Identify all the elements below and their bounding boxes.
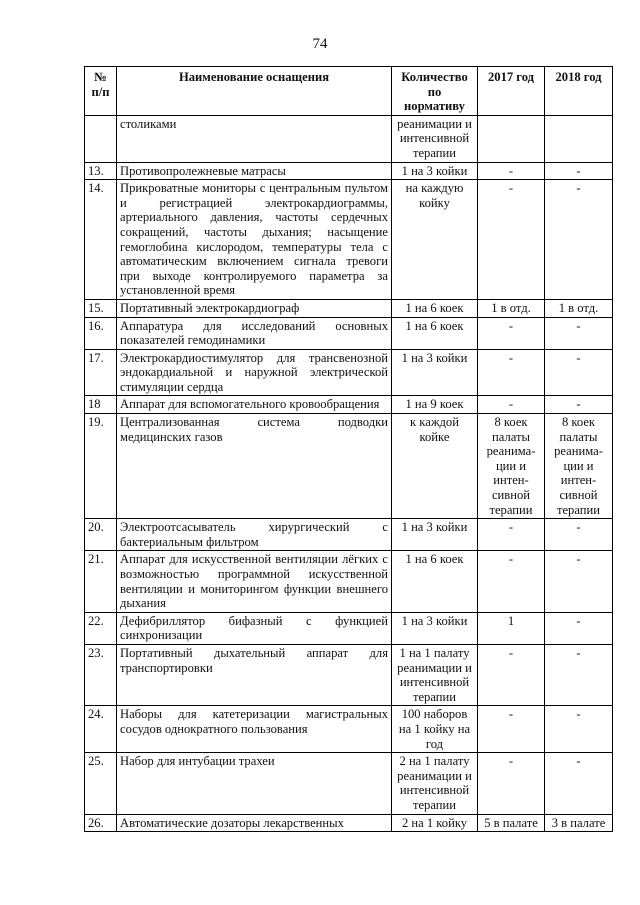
- row-2017: 1 в отд.: [478, 299, 545, 317]
- table-row: [85, 317, 613, 349]
- row-2017: -: [478, 706, 545, 753]
- row-number: 16.: [85, 317, 117, 349]
- row-2018: 3 в палате: [545, 814, 613, 832]
- row-name: столиками: [117, 115, 392, 162]
- row-name: Набор для интубации трахеи: [117, 753, 392, 814]
- row-2018: -: [545, 644, 613, 705]
- row-2018: -: [545, 162, 613, 180]
- table-row: [85, 349, 613, 396]
- row-name: Автоматические дозаторы лекарственных: [117, 814, 392, 832]
- table-row: [85, 180, 613, 300]
- row-2017: -: [478, 317, 545, 349]
- row-number: 24.: [85, 706, 117, 753]
- row-count: реанимации и интенсивной терапии: [392, 115, 478, 162]
- row-2018: 8 коек палаты реанима-ции и интен-сивной терапии: [545, 414, 613, 519]
- row-2018: -: [545, 396, 613, 414]
- row-count: 1 на 3 койки: [392, 349, 478, 396]
- row-2018: -: [545, 612, 613, 644]
- row-number: [85, 115, 117, 162]
- row-name: Централизованная система подводки медицинских газов: [117, 414, 392, 519]
- row-2017: 8 коек палаты реанима-ции и интен-сивной терапии: [478, 414, 545, 519]
- row-name: Портативный дыхательный аппарат для транспортировки: [117, 644, 392, 705]
- row-2017: -: [478, 644, 545, 705]
- header-count: Количество по нормативу: [392, 67, 478, 116]
- row-2018: -: [545, 349, 613, 396]
- row-2018: -: [545, 519, 613, 551]
- row-count: 2 на 1 палату реанимации и интенсивной терапии: [392, 753, 478, 814]
- row-2018: -: [545, 706, 613, 753]
- row-count: 100 наборов на 1 койку на год: [392, 706, 478, 753]
- row-number: 18: [85, 396, 117, 414]
- row-count: 1 на 6 коек: [392, 551, 478, 612]
- table-row: [85, 115, 613, 162]
- equipment-table: [84, 66, 613, 832]
- row-name: Аппаратура для исследований основных показателей гемодинамики: [117, 317, 392, 349]
- page-number: 74: [312, 36, 328, 52]
- row-number: 15.: [85, 299, 117, 317]
- row-count: 1 на 1 палату реанимации и интенсивной терапии: [392, 644, 478, 705]
- row-number: 20.: [85, 519, 117, 551]
- table-row: [85, 551, 613, 612]
- row-2018: -: [545, 753, 613, 814]
- row-2017: -: [478, 753, 545, 814]
- row-name: Прикроватные мониторы с центральным пультом и регистрацией электрокардиограммы, артериального давления, частоты сердечных сокращений, частоты дыхания; насыщение гемоглобина кислородом, температуры тела с автоматическим включением сигнала тревоги при выходе контролируемого параметра за установленной время: [117, 180, 392, 300]
- row-name: Электрокардиостимулятор для трансвенозной эндокардиальной и наружной электрической стимуляции сердца: [117, 349, 392, 396]
- row-count: на каждую койку: [392, 180, 478, 300]
- row-2018: [545, 115, 613, 162]
- row-2017: 1: [478, 612, 545, 644]
- row-name: Наборы для катетеризации магистральных сосудов однократного пользования: [117, 706, 392, 753]
- row-number: 17.: [85, 349, 117, 396]
- row-number: 25.: [85, 753, 117, 814]
- row-number: 19.: [85, 414, 117, 519]
- table-row: [85, 299, 613, 317]
- row-count: 1 на 3 койки: [392, 162, 478, 180]
- row-2017: -: [478, 349, 545, 396]
- row-name: Портативный электрокардиограф: [117, 299, 392, 317]
- row-name: Аппарат для искусственной вентиляции лёгких с возможностью программной искусственной вентиляции и мониторингом функции внешнего дыхания: [117, 551, 392, 612]
- row-number: 14.: [85, 180, 117, 300]
- header-2017: 2017 год: [478, 67, 545, 116]
- table-row: [85, 644, 613, 705]
- row-name: Аппарат для вспомогательного кровообращения: [117, 396, 392, 414]
- row-count: 1 на 6 коек: [392, 299, 478, 317]
- row-count: к каждой койке: [392, 414, 478, 519]
- row-2017: -: [478, 180, 545, 300]
- table-header-row: [85, 67, 613, 116]
- table-row: [85, 706, 613, 753]
- row-number: 13.: [85, 162, 117, 180]
- row-count: 2 на 1 койку: [392, 814, 478, 832]
- row-number: 21.: [85, 551, 117, 612]
- table-row: [85, 396, 613, 414]
- row-name: Дефибриллятор бифазный с функцией синхронизации: [117, 612, 392, 644]
- row-2017: -: [478, 519, 545, 551]
- row-2017: -: [478, 396, 545, 414]
- table-row: [85, 519, 613, 551]
- row-2017: 5 в палате: [478, 814, 545, 832]
- row-2017: -: [478, 551, 545, 612]
- row-name: Противопролежневые матрасы: [117, 162, 392, 180]
- table-row: [85, 753, 613, 814]
- table-row: [85, 414, 613, 519]
- row-2018: -: [545, 551, 613, 612]
- header-name: Наименование оснащения: [117, 67, 392, 116]
- header-2018: 2018 год: [545, 67, 613, 116]
- table-row: [85, 162, 613, 180]
- header-number: № п/п: [85, 67, 117, 116]
- row-2018: 1 в отд.: [545, 299, 613, 317]
- row-count: 1 на 9 коек: [392, 396, 478, 414]
- table-row: [85, 814, 613, 832]
- row-2018: -: [545, 180, 613, 300]
- row-count: 1 на 6 коек: [392, 317, 478, 349]
- row-2017: [478, 115, 545, 162]
- row-number: 26.: [85, 814, 117, 832]
- row-2018: -: [545, 317, 613, 349]
- row-number: 22.: [85, 612, 117, 644]
- row-number: 23.: [85, 644, 117, 705]
- row-count: 1 на 3 койки: [392, 612, 478, 644]
- table-row: [85, 612, 613, 644]
- row-count: 1 на 3 койки: [392, 519, 478, 551]
- row-2017: -: [478, 162, 545, 180]
- row-name: Электроотсасыватель хирургический с бактериальным фильтром: [117, 519, 392, 551]
